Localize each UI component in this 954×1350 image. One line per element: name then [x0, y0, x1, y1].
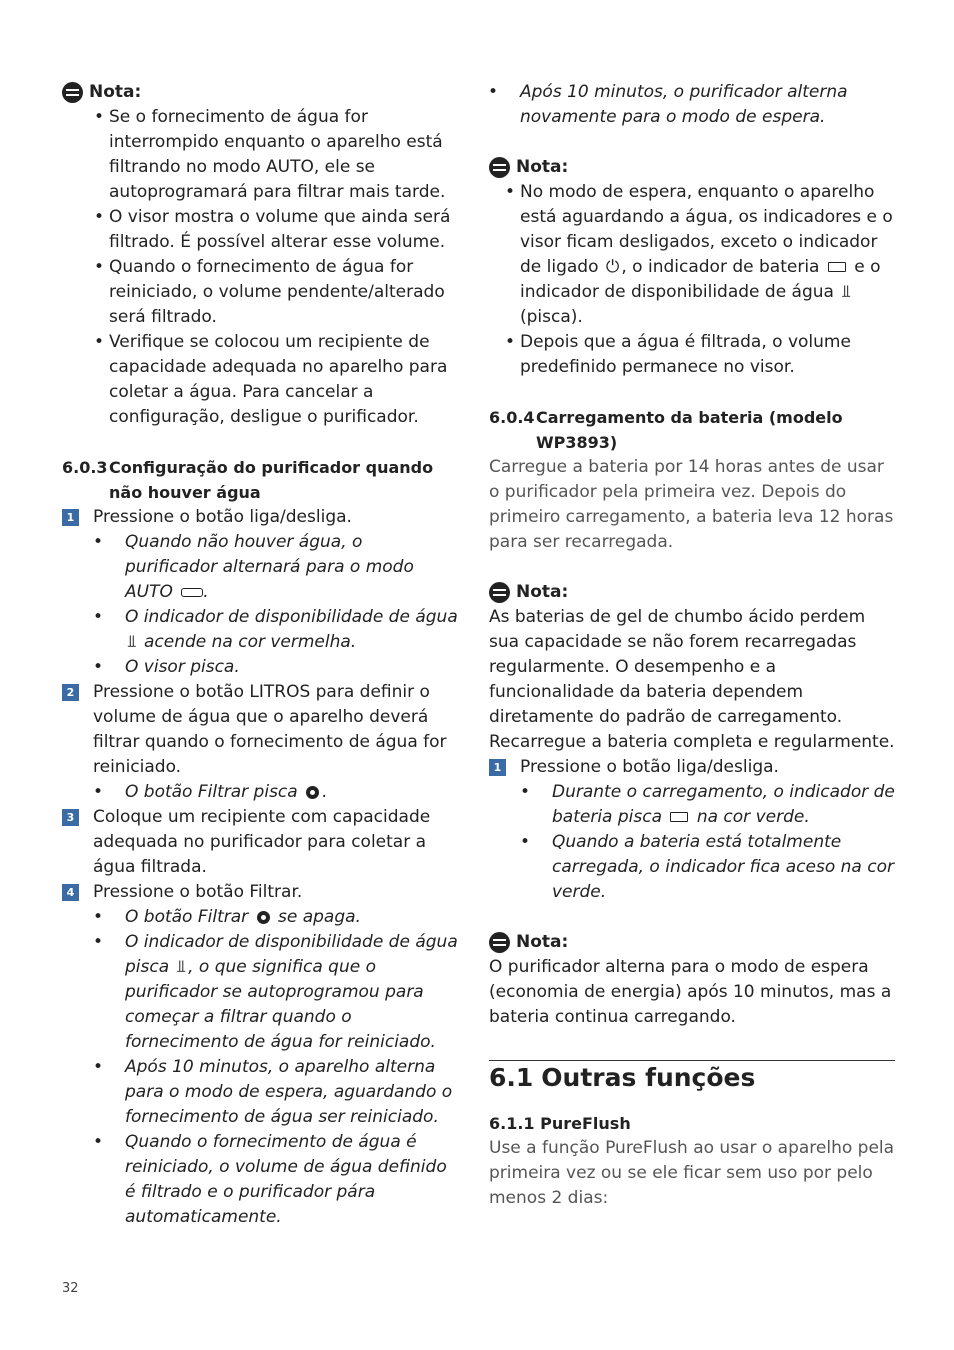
list-item: • Verifique se colocou um recipiente de capacidade adequada no aparelho para coletar a água. Para cancelar a configuração, desligue o purificador. [62, 330, 460, 430]
note-heading: Nota: [489, 580, 895, 605]
step-2: 2 Pressione o botão LITROS para definir o volume de água que o aparelho deverá filtrar quando o fornecimento de água for reiniciado. [62, 680, 460, 780]
step-4: 4 Pressione o botão Filtrar. [62, 880, 460, 905]
list-item: • Após 10 minutos, o purificador alterna novamente para o modo de espera. [457, 80, 895, 130]
list-item: • Quando a bateria está totalmente carregada, o indicador fica aceso na cor verde. [489, 830, 895, 905]
list-item: • O visor mostra o volume que ainda será filtrado. É possível alterar esse volume. [62, 205, 460, 255]
section-heading-6-0-4: 6.0.4 Carregamento da bateria (modelo WP3893) [489, 408, 843, 452]
water-availability-icon: ⫫ [176, 957, 187, 977]
battery-icon [670, 812, 688, 822]
step-1: 1 Pressione o botão liga/desliga. [489, 755, 895, 780]
step-3: 3 Coloque um recipiente com capacidade adequada no purificador para coletar a água filtrada. [62, 805, 460, 880]
section-heading-6-0-3: 6.0.3 Configuração do purificador quando não houver água [62, 458, 434, 502]
list-item: • Quando o fornecimento de água for reiniciado, o volume pendente/alterado será filtrado. [62, 255, 460, 330]
list-item: • No modo de espera, enquanto o aparelho está aguardando a água, os indicadores e o visor ficam desligados, exceto o indicador de ligado ⏻ , o indicador de bateria e o indicador de disponibilidade de água ⫫ (pisca). [473, 180, 895, 330]
filter-button-icon [306, 786, 319, 799]
note-list [62, 105, 460, 430]
list-item: • O indicador de disponibilidade de água ⫫ acende na cor vermelha. [62, 605, 460, 655]
list-item: • O botão Filtrar pisca . [62, 780, 460, 805]
step-number: 4 [62, 884, 79, 901]
list-item: • Após 10 minutos, o aparelho alterna para o modo de espera, aguardando o fornecimento de água ser reiniciado. [62, 1055, 460, 1130]
paragraph: Use a função PureFlush ao usar o aparelho pela primeira vez ou se ele ficar sem uso por pelo menos 2 dias: [489, 1138, 895, 1208]
step-1: 1 Pressione o botão liga/desliga. [62, 505, 460, 530]
paragraph: O purificador alterna para o modo de espera (economia de energia) após 10 minutos, mas a bateria continua carregando. [489, 957, 892, 1027]
note-heading: Nota: [489, 155, 895, 180]
section-heading-6-1-1: 6.1.1 PureFlush [489, 1114, 631, 1133]
sub-list [457, 80, 895, 130]
list-item: • O visor pisca. [62, 655, 460, 680]
sub-list [62, 780, 460, 805]
step-number: 2 [62, 684, 79, 701]
note-heading: Nota: [62, 80, 460, 105]
note-icon [489, 932, 510, 953]
list-item: • Se o fornecimento de água for interrompido enquanto o aparelho está filtrando no modo AUTO, ele se autoprogramará para filtrar mais tarde. [62, 105, 460, 205]
list-item: • Quando o fornecimento de água é reiniciado, o volume de água definido é filtrado e o purificador pára automaticamente. [62, 1130, 460, 1230]
list-item: • Durante o carregamento, o indicador de bateria pisca na cor verde. [489, 780, 895, 830]
sub-list [489, 780, 895, 905]
note-list [473, 180, 895, 380]
step-number: 1 [62, 509, 79, 526]
list-item: • Depois que a água é filtrada, o volume predefinido permanece no visor. [473, 330, 895, 380]
auto-mode-icon [181, 588, 203, 597]
water-availability-icon: ⫫ [841, 282, 851, 302]
left-column [62, 80, 460, 1230]
note-icon [489, 157, 510, 178]
step-number: 3 [62, 809, 79, 826]
note-icon [62, 82, 83, 103]
paragraph: Carregue a bateria por 14 horas antes de usar o purificador pela primeira vez. Depois do primeiro carregamento, a bateria leva 12 horas para ser recarregada. [489, 457, 894, 552]
list-item: • O indicador de disponibilidade de água pisca ⫫ , o que significa que o purificador se autoprogramou para começar a filtrar quando o fornecimento de água for reiniciado. [62, 930, 460, 1055]
note-heading: Nota: [489, 930, 895, 955]
sub-list [62, 530, 460, 680]
water-availability-icon: ⫫ [127, 632, 137, 652]
step-number: 1 [489, 759, 506, 776]
list-item: • Quando não houver água, o purificador alternará para o modo AUTO . [62, 530, 460, 605]
filter-button-icon [257, 911, 270, 924]
right-column [489, 80, 895, 1211]
list-item: • O botão Filtrar se apaga. [62, 905, 460, 930]
battery-icon [828, 262, 846, 272]
page-number: 32 [62, 1281, 79, 1296]
sub-list [62, 905, 460, 1230]
note-icon [489, 582, 510, 603]
power-icon: ⏻ [605, 257, 620, 277]
paragraph: As baterias de gel de chumbo ácido perdem sua capacidade se não forem recarregadas regularmente. O desempenho e a funcionalidade da bateria dependem diretamente do padrão de carregamento. Recarregue a bateria completa e regularmente. [489, 607, 895, 752]
section-heading-6-1: 6.1 Outras funções [489, 1063, 756, 1092]
